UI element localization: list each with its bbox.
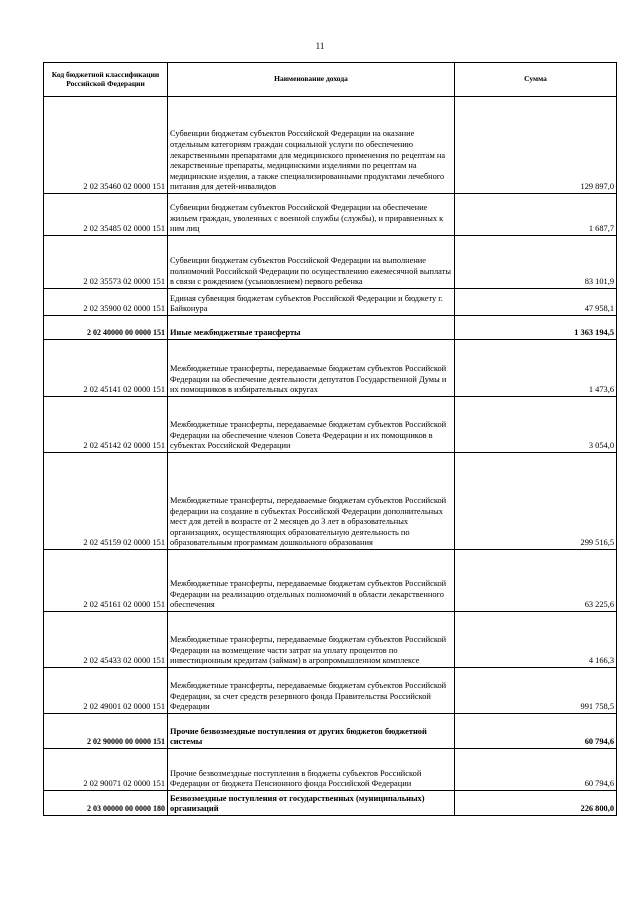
column-header-name: Наименование дохода <box>168 63 455 97</box>
row-code-cell: 2 02 35485 02 0000 151 <box>44 194 168 236</box>
table-row <box>44 453 617 550</box>
row-code-cell: 2 02 40000 00 0000 151 <box>44 316 168 340</box>
table-header-row <box>44 63 617 97</box>
row-name-cell: Межбюджетные трансферты, передаваемые бюджетам субъектов Российской Федерации на возмещение части затрат на уплату процентов по инвестиционным кредитам (займам) в агропромышленном комплексе <box>168 612 455 668</box>
row-sum-cell: 299 516,5 <box>455 453 617 550</box>
row-name-cell: Межбюджетные трансферты, передаваемые бюджетам субъектов Российской Федерации на реализацию отдельных полномочий в области лекарственного обеспечения <box>168 550 455 612</box>
page-number: 11 <box>315 41 325 51</box>
column-header-sum: Сумма <box>455 63 617 97</box>
table-row <box>44 289 617 316</box>
row-code-cell: 2 02 35900 02 0000 151 <box>44 289 168 316</box>
row-sum-cell: 60 794,6 <box>455 714 617 749</box>
table-row <box>44 340 617 397</box>
row-code-cell: 2 02 45142 02 0000 151 <box>44 397 168 453</box>
row-name-cell: Межбюджетные трансферты, передаваемые бюджетам субъектов Российской Федерации, за счет средств резервного фонда Правительства Российской Федерации <box>168 668 455 714</box>
row-code-cell: 2 02 35573 02 0000 151 <box>44 236 168 289</box>
row-code-cell: 2 02 35460 02 0000 151 <box>44 97 168 194</box>
row-sum-cell: 1 363 194,5 <box>455 316 617 340</box>
budget-revenue-table <box>43 62 617 816</box>
table-row <box>44 668 617 714</box>
table-row <box>44 316 617 340</box>
table-body <box>44 97 617 816</box>
row-sum-cell: 3 054,0 <box>455 397 617 453</box>
row-name-cell: Межбюджетные трансферты, передаваемые бюджетам субъектов Российской Федерации на обеспечение членов Совета Федерации и их помощников в субъектах Российской Федерации <box>168 397 455 453</box>
row-name-cell: Иные межбюджетные трансферты <box>168 316 455 340</box>
row-name-cell: Межбюджетные трансферты, передаваемые бюджетам субъектов Российской федерации на создание в субъектах Российской Федерации дополнительных мест для детей в возрасте от 2 месяцев до 3 лет в образовательных организациях, осуществляющих образовательную деятельность по образовательным программам дошкольного образования <box>168 453 455 550</box>
row-name-cell: Безвозмездные поступления от государственных (муниципальных) организаций <box>168 791 455 816</box>
row-code-cell: 2 02 49001 02 0000 151 <box>44 668 168 714</box>
table-row <box>44 194 617 236</box>
row-code-cell: 2 02 45159 02 0000 151 <box>44 453 168 550</box>
row-sum-cell: 60 794,6 <box>455 749 617 791</box>
row-name-cell: Субвенции бюджетам субъектов Российской Федерации на оказание отдельным категориям граждан социальной услуги по обеспечению лекарственными препаратами для медицинского применения по рецептам на лекарственные препараты, медицинскими изделиями по рецептам на медицинские изделия, а также специализированными продуктами лечебного питания для детей-инвалидов <box>168 97 455 194</box>
row-code-cell: 2 03 00000 00 0000 180 <box>44 791 168 816</box>
row-sum-cell: 129 897,0 <box>455 97 617 194</box>
row-name-cell: Субвенции бюджетам субъектов Российской Федерации на выполнение полномочий Российской Федерации по осуществлению ежемесячной выплаты в связи с рождением (усыновлением) первого ребенка <box>168 236 455 289</box>
table-row <box>44 97 617 194</box>
row-name-cell: Межбюджетные трансферты, передаваемые бюджетам субъектов Российской Федерации на обеспечение деятельности депутатов Государственной Думы и их помощников в избирательных округах <box>168 340 455 397</box>
row-sum-cell: 991 758,5 <box>455 668 617 714</box>
row-sum-cell: 4 166,3 <box>455 612 617 668</box>
table-row <box>44 550 617 612</box>
table-row <box>44 612 617 668</box>
table-row <box>44 397 617 453</box>
row-name-cell: Субвенции бюджетам субъектов Российской Федерации на обеспечение жильем граждан, уволенных с военной службы (службы), и приравненных к ним лиц <box>168 194 455 236</box>
row-code-cell: 2 02 45161 02 0000 151 <box>44 550 168 612</box>
table-row <box>44 749 617 791</box>
table-row <box>44 714 617 749</box>
table-row <box>44 791 617 816</box>
row-sum-cell: 226 800,0 <box>455 791 617 816</box>
row-sum-cell: 47 958,1 <box>455 289 617 316</box>
row-name-cell: Единая субвенция бюджетам субъектов Российской Федерации и бюджету г. Байконура <box>168 289 455 316</box>
row-code-cell: 2 02 45433 02 0000 151 <box>44 612 168 668</box>
row-name-cell: Прочие безвозмездные поступления в бюджеты субъектов Российской Федерации от бюджета Пенсионного фонда Российской Федерации <box>168 749 455 791</box>
row-name-cell: Прочие безвозмездные поступления от других бюджетов бюджетной системы <box>168 714 455 749</box>
row-sum-cell: 83 101,9 <box>455 236 617 289</box>
row-sum-cell: 1 687,7 <box>455 194 617 236</box>
row-sum-cell: 63 225,6 <box>455 550 617 612</box>
row-code-cell: 2 02 45141 02 0000 151 <box>44 340 168 397</box>
row-sum-cell: 1 473,6 <box>455 340 617 397</box>
table-row <box>44 236 617 289</box>
row-code-cell: 2 02 90000 00 0000 151 <box>44 714 168 749</box>
column-header-code: Код бюджетной классификации Российской Федерации <box>44 63 168 97</box>
row-code-cell: 2 02 90071 02 0000 151 <box>44 749 168 791</box>
